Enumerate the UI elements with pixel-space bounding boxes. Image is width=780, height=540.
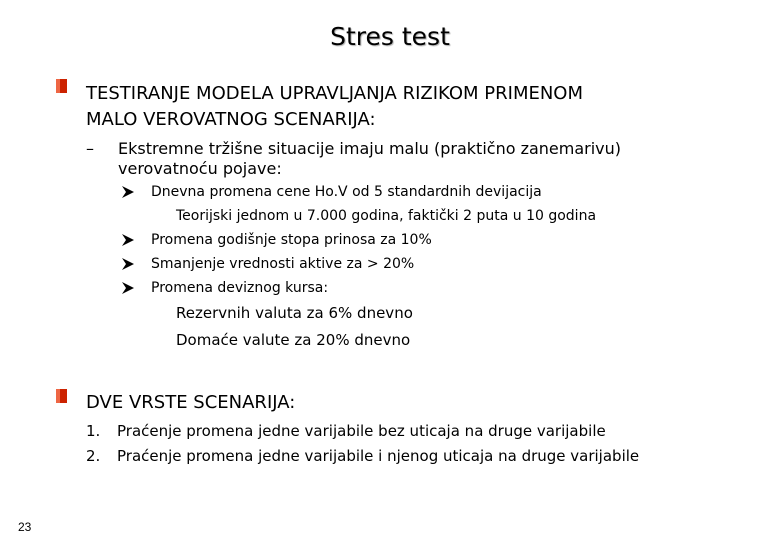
currency-line-1: Rezervnih valuta za 6% dnevno [176,304,413,322]
sub-item-1: Dnevna promena cene Ho.V od 5 standardnih devijacija [151,184,542,200]
sub-line2: verovatnoću pojave: [118,159,282,178]
numbered-1-num: 1. [86,422,101,440]
numbered-2-text: Praćenje promena jedne varijabile i njenog uticaja na druge varijabile [117,447,640,465]
currency-line-2: Domaće valute za 20% dnevno [176,331,411,349]
sub-item-2: Promena godišnje stopa prinosa za 10% [151,232,432,248]
numbered-2-num: 2. [86,447,101,465]
sub-item-3: Smanjenje vrednosti aktive za > 20% [151,256,415,272]
section2-heading: DVE VRSTE SCENARIJA: [86,392,296,413]
numbered-1-text: Praćenje promena jedne varijabile bez uticaja na druge varijabile [117,422,606,440]
sub-line1: Ekstremne tržišne situacije imaju malu (praktično zanemarivu) [118,139,622,158]
arrow-bullet-icon [121,257,135,271]
red-square-icon [56,389,67,403]
arrow-bullet-icon [121,281,135,295]
red-square-icon [56,79,67,93]
sub-item-4: Promena deviznog kursa: [151,280,329,296]
arrow-bullet-icon [121,185,135,199]
section1-line2: MALO VEROVATNOG SCENARIJA: [86,109,376,130]
page-number: 23 [18,520,32,534]
slide-title: Stres test [330,22,450,51]
sub-item-1-continuation: Teorijski jednom u 7.000 godina, faktički 2 puta u 10 godina [176,208,597,224]
arrow-bullet-icon [121,233,135,247]
section1-line1: TESTIRANJE MODELA UPRAVLJANJA RIZIKOM PRIMENOM [86,83,584,104]
sub-dash: – [86,139,94,158]
